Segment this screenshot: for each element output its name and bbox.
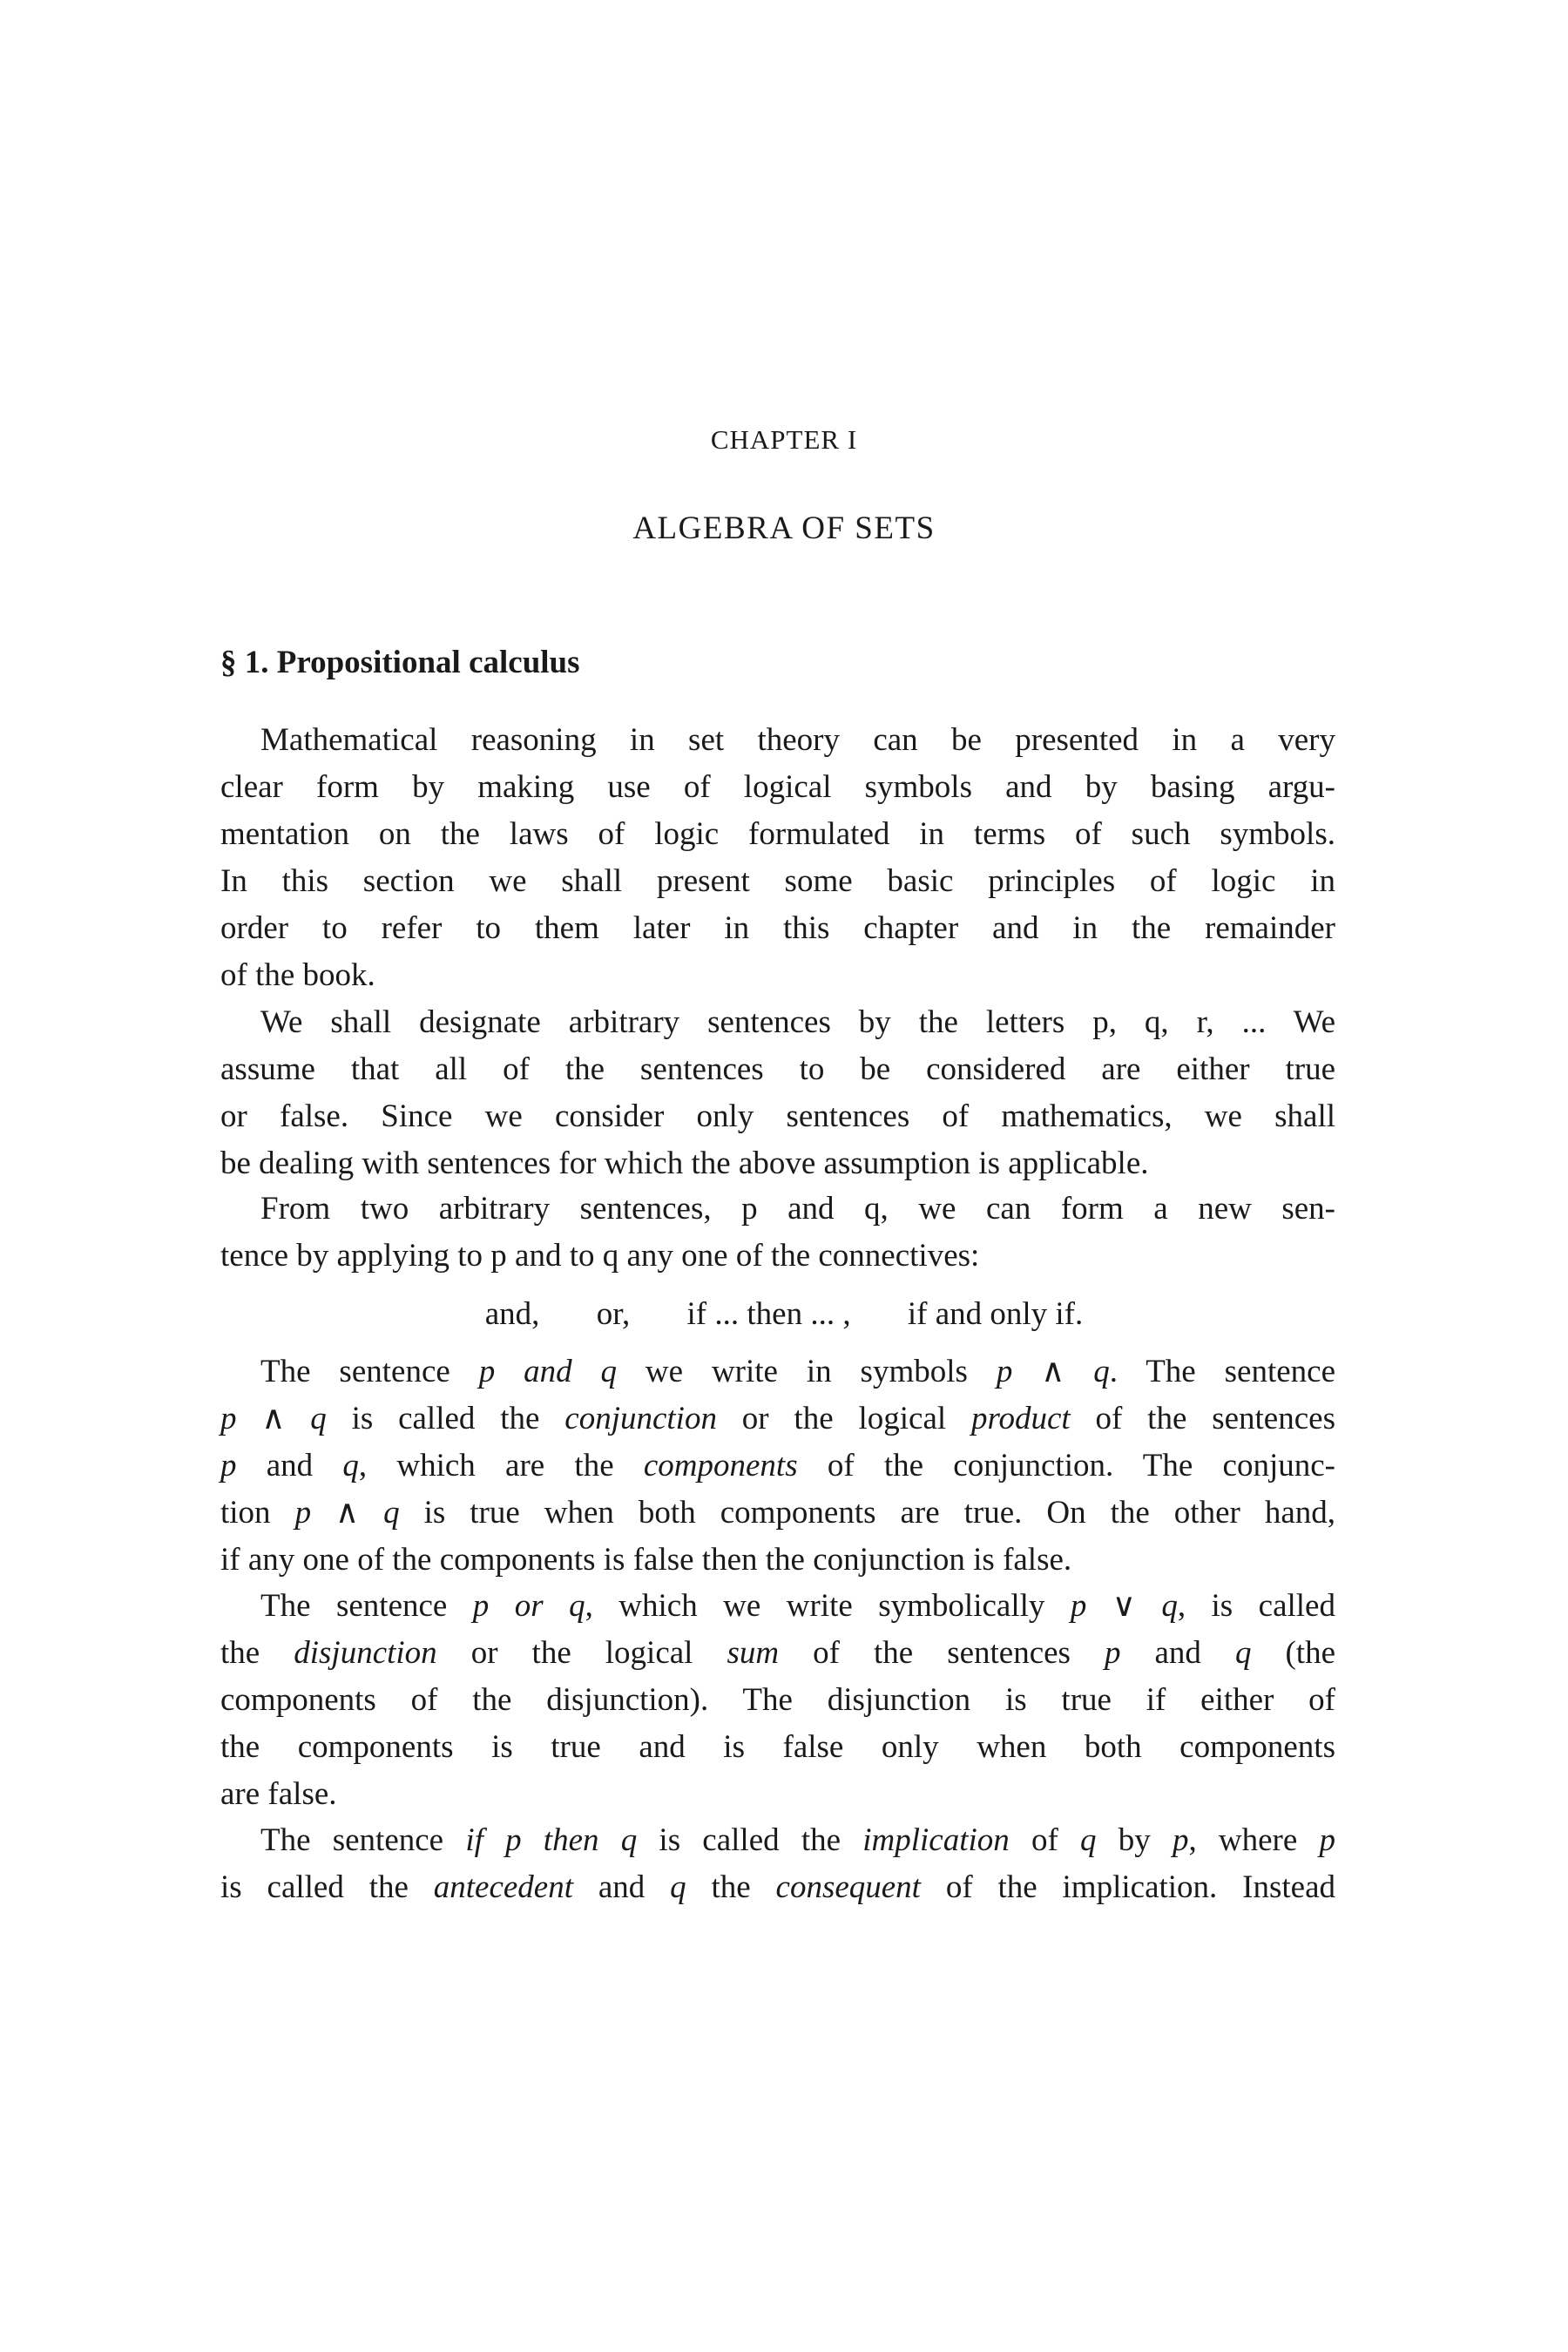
text-line: p ∧ q is called the conjunction or the logical product of the sentences — [220, 1401, 1335, 1436]
text-line: is called the antecedent and q the consequent of the implication. Instead — [220, 1869, 1335, 1905]
text-line: clear form by making use of logical symbols and by basing argu- — [220, 769, 1335, 805]
text-line: tence by applying to p and to q any one of the connectives: — [220, 1238, 980, 1274]
connective-or: or, — [596, 1296, 631, 1332]
text-line: of the book. — [220, 957, 375, 993]
text-line: The sentence p and q we write in symbols p ∧ q. The sentence — [260, 1354, 1335, 1389]
text-line: assume that all of the sentences to be considered are either true — [220, 1051, 1335, 1087]
connective-if-then: if ... then ... , — [686, 1296, 851, 1332]
paragraph-1 — [220, 717, 1335, 999]
text-line: the disjunction or the logical sum of the sentences p and q (the — [220, 1635, 1335, 1671]
text-line: Mathematical reasoning in set theory can be presented in a very — [260, 722, 1335, 758]
text-line: are false. — [220, 1776, 337, 1812]
paragraph-4 — [220, 1348, 1335, 1584]
text-line: p and q, which are the components of the conjunction. The conjunc- — [220, 1448, 1335, 1484]
text-line: tion p ∧ q is true when both components are true. On the other hand, — [220, 1495, 1335, 1531]
text-line: We shall designate arbitrary sentences by the letters p, q, r, ... We — [260, 1004, 1335, 1040]
text-line: order to refer to them later in this chapter and in the remainder — [220, 910, 1335, 946]
text-line: the components is true and is false only when both components — [220, 1729, 1335, 1765]
paragraph-6 — [220, 1817, 1335, 1911]
text-line: From two arbitrary sentences, p and q, we can form a new sen- — [260, 1191, 1335, 1227]
chapter-label: CHAPTER I — [710, 424, 858, 455]
connective-iff: if and only if. — [907, 1296, 1084, 1332]
text-line: components of the disjunction). The disjunction is true if either of — [220, 1682, 1335, 1718]
section-heading: § 1. Propositional calculus — [220, 645, 580, 680]
paragraph-3 — [220, 1186, 1335, 1280]
text-line: mentation on the laws of logic formulated in terms of such symbols. — [220, 816, 1335, 852]
chapter-title: ALGEBRA OF SETS — [632, 510, 936, 546]
text-line: In this section we shall present some basic principles of logic in — [220, 863, 1335, 899]
paragraph-2 — [220, 999, 1335, 1187]
paragraph-5 — [220, 1583, 1335, 1818]
text-line: or false. Since we consider only sentences of mathematics, we shall — [220, 1098, 1335, 1134]
text-line: The sentence if p then q is called the implication of q by p, where p — [260, 1822, 1336, 1858]
text-line: The sentence p or q, which we write symbolically p ∨ q, is called — [260, 1588, 1335, 1624]
text-line: if any one of the components is false then the conjunction is false. — [220, 1542, 1072, 1578]
text-line: be dealing with sentences for which the above assumption is applicable. — [220, 1146, 1149, 1181]
connective-and: and, — [484, 1296, 540, 1332]
connectives-list — [0, 1291, 1568, 1338]
